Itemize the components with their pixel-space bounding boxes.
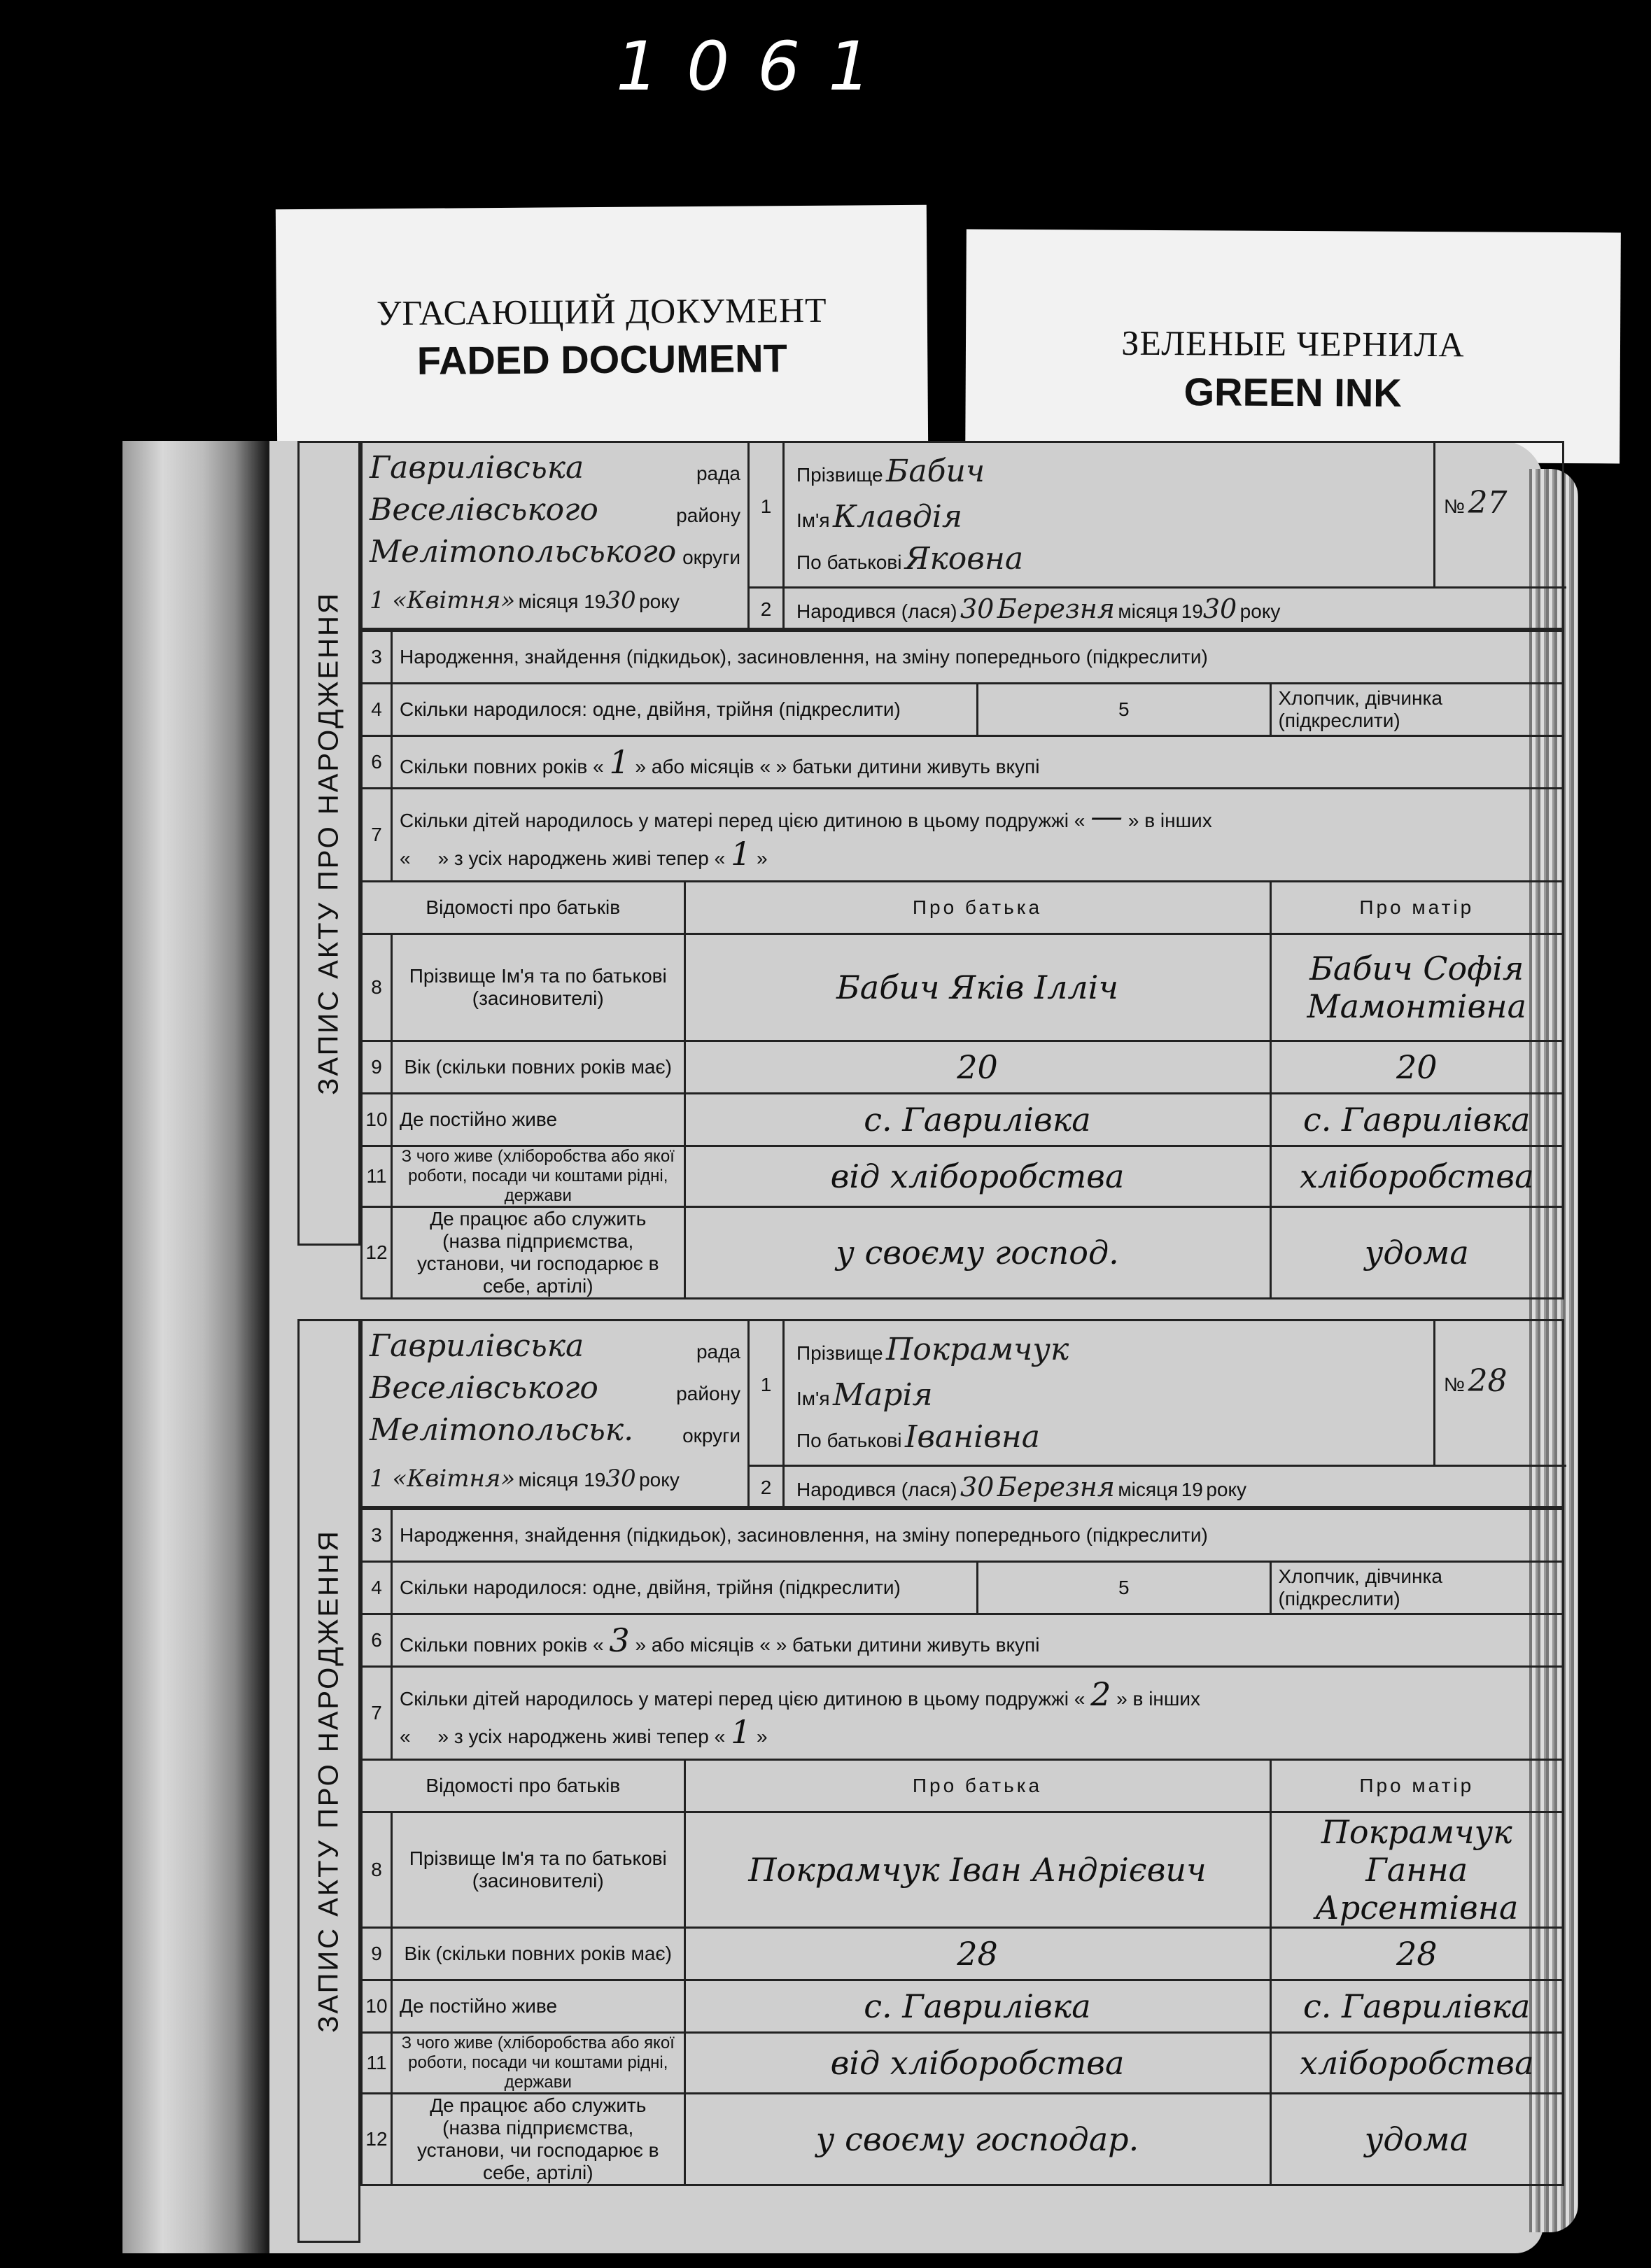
row-event-type: Народження, знайдення (підкидьок), засиновлення, на зміну попереднього (підкреслити) (392, 631, 1564, 684)
name-label: Ім'я (796, 1388, 830, 1409)
mother-living: хліборобства (1299, 1157, 1534, 1195)
father-work: у своєму господар. (815, 2120, 1139, 2158)
record-number: 27 (1468, 485, 1508, 521)
year-label: року (639, 591, 680, 612)
birth-record-1 (297, 441, 1578, 1297)
mother-work: удома (1364, 2120, 1469, 2158)
raion-label: району (676, 505, 740, 526)
record-number-label: № (1444, 1374, 1466, 1395)
row-multiplicity: Скільки народилося: одне, двійня, трійня (підкреслити) (392, 1562, 978, 1614)
record-details: 3 Народження, знайдення (підкидьок), засиновлення, на зміну попереднього (підкреслити) 4 Скільки народилося: одне, двійня, трійня (підкреслити) 5 Хлопчик, дівчинка (підкреслити) 6 Скільки повних років « 3 » або місяців « » батьки дитини живуть вкупі 7 Скільки дітей народилось у матері перед цією дитиною в цьому подружжі « 2 » в інших « » з усіх народжень живі тепер « 1 » Відомості про батьків Про батька Про матір 8 Прізвище Ім'я та по батькові (засиновителі) Покрамчук Іван Андрієвич Покрамчук Ганна Арсентівна 9 Вік (скільки повних років має) 28 28 10 Де постійно живе с. Гаврилівка с. Гаврилівка 11 З чого живе (хліборобства або якої роботи, посади чи коштами рідні, держави від хліборобства хліборобства 12 Де працює або служить (назва підприємства, установи, чи господарює в себе, артілі) у своєму господар. удома (360, 1508, 1564, 2186)
birth-day: 30 (960, 593, 995, 624)
child-patronymic: Яковна (904, 541, 1024, 577)
child-patronymic: Іванівна (904, 1419, 1041, 1455)
previous-children: — (1090, 797, 1123, 835)
raion-label: району (676, 1383, 740, 1404)
okrug-value: Мелітопольського (370, 534, 677, 570)
child-name: Клавдія (833, 499, 963, 535)
record-side-title: ЗАПИС АКТУ ПРО НАРОДЖЕННЯ (297, 1319, 360, 2243)
birth-month: Березня (997, 593, 1115, 624)
father-age: 20 (957, 1048, 998, 1086)
mother-age: 20 (1396, 1048, 1438, 1086)
father-fio: Бабич Яків Ілліч (836, 969, 1118, 1006)
father-residence: с. Гаврилівка (864, 1987, 1091, 2025)
father-work: у своєму господ. (836, 1234, 1119, 1272)
father-living: від хліборобства (830, 2044, 1125, 2082)
born-label: Народився (лася) (796, 1479, 957, 1500)
registration-date: 1 «Квітня» (370, 586, 516, 614)
raion-value: Веселівського (370, 1370, 598, 1406)
year-label: року (639, 1469, 680, 1491)
mother-fio: Бабич Софія Мамонтівна (1307, 950, 1526, 1025)
born-label: Народився (лася) (796, 600, 957, 622)
father-fio: Покрамчук Іван Андрієвич (748, 1851, 1207, 1889)
raion-value: Веселівського (370, 492, 598, 528)
living-children: 1 (730, 835, 752, 873)
note-english-text: GREEN INK (1183, 369, 1402, 415)
frame-number: 1061 (616, 27, 899, 106)
previous-children: 2 (1090, 1675, 1111, 1713)
faded-document-label (276, 205, 928, 454)
record-details: 3 Народження, знайдення (підкидьок), засиновлення, на зміну попереднього (підкреслити) 4 Скільки народилося: одне, двійня, трійня (підкреслити) 5 Хлопчик, дівчинка (підкреслити) 6 Скільки повних років « 1 » або місяців « » батьки дитини живуть вкупі 7 Скільки дітей народилось у матері перед цією дитиною в цьому подружжі « — » в інших « » з усіх народжень живі тепер « 1 » Відомості про батьків Про батька Про матір 8 Прізвище Ім'я та по батькові (засиновителі) Бабич Яків Ілліч Бабич Софія Мамонтівна 9 Вік (скільки повних років має) 20 20 10 Де постійно живе с. Гаврилівка с. Гаврилівка 11 З чого живе (хліборобства або якої роботи, посади чи коштами рідні, держави від хліборобства хліборобства 12 Де працює або служить (назва підприємства, установи, чи господарює в себе, артілі) у своєму господ. удома (360, 630, 1564, 1299)
child-name: Марія (833, 1377, 933, 1413)
record-side-title: ЗАПИС АКТУ ПРО НАРОДЖЕННЯ (297, 441, 360, 1246)
birth-day: 30 (960, 1472, 995, 1502)
note-english-text: FADED DOCUMENT (416, 336, 787, 383)
mother-residence: с. Гаврилівка (1303, 1101, 1531, 1139)
born-year-label: року (1206, 1479, 1247, 1500)
header-father: Про батька (684, 1760, 1270, 1812)
birth-year: 30 (1202, 593, 1237, 624)
header-parents-info: Відомості про батьків (362, 882, 685, 934)
mother-work: удома (1364, 1234, 1469, 1272)
surname-label: Прізвище (796, 1342, 883, 1364)
child-surname: Покрамчук (886, 1332, 1069, 1367)
mother-age: 28 (1396, 1935, 1438, 1973)
father-living: від хліборобства (830, 1157, 1125, 1195)
record-header: Гаврилівська рада Веселівського району Мелітопольського округи 1 «Квітня» місяця 1930 року 1 2 Прізвище Бабич Ім'я Клавдія По батькові Яковна Народився (лася) 30 Березня місяця 1930 року № 27 (360, 441, 1564, 630)
registration-year: 30 (605, 586, 636, 614)
father-age: 28 (957, 1935, 998, 1973)
row-multiplicity: Скільки народилося: одне, двійня, трійня (підкреслити) (392, 684, 978, 736)
header-mother: Про матір (1270, 1760, 1564, 1812)
month-label: місяця 19 (518, 1469, 606, 1491)
record-header: Гаврилівська рада Веселівського району Мелітопольськ. округи 1 «Квітня» місяця 1930 року 1 2 Прізвище Покрамчук Ім'я Марія По батькові Іванівна Народився (лася) 30 Березня місяця 19 року № 28 (360, 1319, 1564, 1508)
name-label: Ім'я (796, 509, 830, 531)
registration-year: 30 (605, 1465, 636, 1493)
father-residence: с. Гаврилівка (864, 1101, 1091, 1139)
okrug-label: округи (682, 1425, 740, 1446)
record-number: 28 (1468, 1363, 1508, 1399)
patronymic-label: По батькові (796, 1430, 902, 1451)
child-surname: Бабич (886, 453, 985, 489)
header-parents-info: Відомості про батьків (362, 1760, 685, 1812)
record-number-label: № (1444, 495, 1466, 517)
rada-label: рада (696, 1341, 740, 1362)
registration-date: 1 «Квітня» (370, 1465, 516, 1493)
surname-label: Прізвище (796, 464, 883, 486)
rada-value: Гаврилівська (370, 450, 584, 486)
note-russian-text: ЗЕЛЕНЫЕ ЧЕРНИЛА (1121, 323, 1465, 365)
living-children: 1 (730, 1713, 752, 1751)
birth-month: Березня (997, 1472, 1115, 1502)
patronymic-label: По батькові (796, 551, 902, 573)
rada-label: рада (696, 463, 740, 484)
mother-residence: с. Гаврилівка (1303, 1987, 1531, 2025)
years-together: 3 (609, 1621, 630, 1659)
header-mother: Про матір (1270, 882, 1564, 934)
header-father: Про батька (684, 882, 1270, 934)
row-sex: Хлопчик, дівчинка (підкреслити) (1270, 684, 1564, 736)
years-together: 1 (609, 743, 630, 781)
born-year-label: року (1239, 600, 1281, 622)
month-label: місяця 19 (518, 591, 606, 612)
mother-living: хліборобства (1299, 2044, 1534, 2082)
book-spine (122, 441, 283, 2253)
born-month-label: місяця (1118, 600, 1179, 622)
birth-record-2 (297, 1319, 1578, 2243)
note-russian-text: УГАСАЮЩИЙ ДОКУМЕНТ (376, 290, 827, 333)
green-ink-label (965, 230, 1621, 464)
okrug-value: Мелітопольськ. (370, 1412, 634, 1448)
row-sex: Хлопчик, дівчинка (підкреслити) (1270, 1562, 1564, 1614)
register-book (122, 441, 1585, 2253)
okrug-label: округи (682, 547, 740, 568)
row-event-type: Народження, знайдення (підкидьок), засиновлення, на зміну попереднього (підкреслити) (392, 1509, 1564, 1562)
rada-value: Гаврилівська (370, 1328, 584, 1364)
mother-fio: Покрамчук Ганна Арсентівна (1315, 1813, 1519, 1927)
born-month-label: місяця (1118, 1479, 1179, 1500)
